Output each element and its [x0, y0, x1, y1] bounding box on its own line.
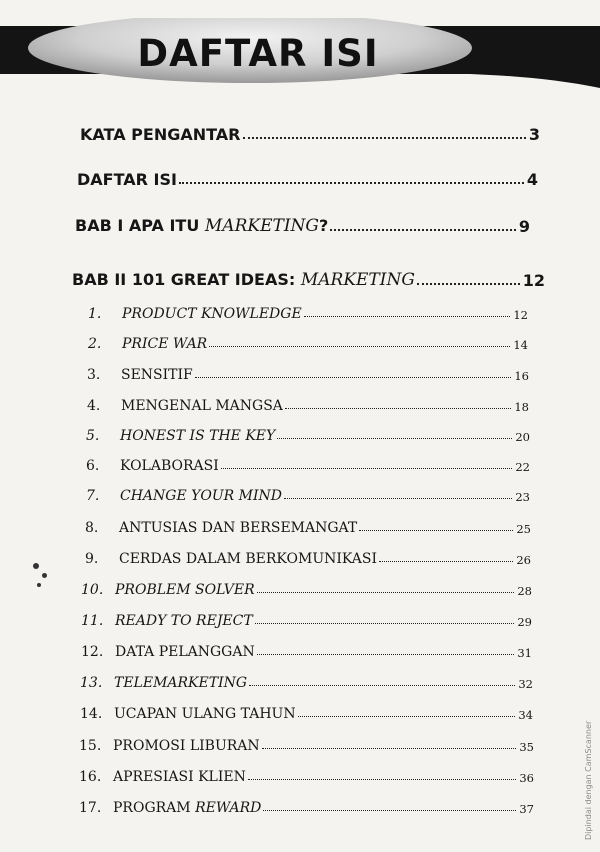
toc-sub-label: 2. PRICE WAR [88, 336, 208, 352]
toc-page-number: 14 [513, 338, 528, 352]
toc-sub-label: 15. PROMOSI LIBURAN [79, 738, 260, 754]
toc-main-entry [72, 266, 545, 290]
toc-page-number: 12 [522, 271, 545, 290]
toc-sub-label: 3. SENSITIF [87, 367, 193, 383]
toc-sub-entry [86, 480, 530, 504]
toc-sub-label: 1. PRODUCT KNOWLEDGE [88, 306, 302, 322]
toc-item-number: 4. [87, 398, 101, 414]
toc-sub-label: 13. TELEMARKETING [80, 675, 248, 691]
toc-item-number: 8. [85, 520, 99, 536]
dot-leader [248, 778, 517, 780]
scanner-watermark-text: Dipindai dengan CamScanner [584, 720, 593, 840]
toc-sub-label: 10. PROBLEM SOLVER [81, 582, 255, 598]
dot-leader [263, 809, 516, 811]
dot-leader [304, 315, 511, 317]
toc-sub-entry [79, 730, 534, 754]
toc-item-number: 6. [86, 458, 100, 474]
toc-sub-label: 5. HONEST IS THE KEY [86, 428, 276, 444]
toc-item-number: 12. [81, 644, 104, 660]
toc-item-number: 11. [81, 613, 104, 629]
toc-main-entry [80, 120, 540, 144]
toc-main-label: DAFTAR ISI [77, 170, 177, 189]
toc-item-number: 16. [79, 769, 102, 785]
toc-sub-entry [86, 420, 530, 444]
dot-leader [285, 407, 511, 409]
toc-sub-entry [79, 792, 534, 816]
toc-page-number: 29 [517, 615, 532, 629]
dot-leader [221, 467, 513, 469]
toc-item-number: 7. [86, 488, 100, 504]
dot-leader [417, 282, 520, 285]
toc-sub-label: 6. KOLABORASI [86, 458, 219, 474]
dot-leader [257, 653, 515, 655]
toc-item-number: 15. [79, 738, 102, 754]
toc-page-number: 9 [518, 217, 530, 236]
toc-main-entry [77, 165, 538, 189]
toc-sub-entry [86, 450, 530, 474]
toc-item-number: 14. [80, 706, 103, 722]
toc-page-number: 28 [517, 584, 532, 598]
toc-item-number: 2. [88, 336, 102, 352]
toc-item-number: 3. [87, 367, 101, 383]
dot-leader [330, 228, 516, 231]
toc-sub-entry [81, 636, 532, 660]
toc-main-label: KATA PENGANTAR [80, 125, 241, 144]
dot-leader [179, 181, 524, 184]
toc-sub-entry [88, 298, 528, 322]
toc-page-number: 25 [516, 522, 531, 536]
toc-sub-label: 8. ANTUSIAS DAN BERSEMANGAT [85, 520, 358, 536]
toc-sub-entry [81, 605, 532, 629]
toc-sub-label: 11. READY TO REJECT [81, 613, 253, 629]
toc-sub-entry [80, 667, 533, 691]
dot-leader [284, 497, 512, 499]
toc-page-number: 3 [528, 125, 540, 144]
toc-main-label: BAB II 101 GREAT IDEAS: MARKETING [72, 270, 415, 290]
toc-sub-label: 7. CHANGE YOUR MIND [86, 488, 282, 504]
scanner-watermark [562, 690, 596, 840]
dot-leader [257, 591, 515, 593]
toc-page-number: 35 [519, 740, 534, 754]
toc-page-number: 12 [513, 308, 528, 322]
toc-sub-label: 17. PROGRAM REWARD [79, 800, 262, 816]
toc-sub-entry [81, 574, 532, 598]
toc-sub-label: 16. APRESIASI KLIEN [79, 769, 246, 785]
toc-page-number: 36 [519, 771, 534, 785]
toc-sub-label: 4. MENGENAL MANGSA [87, 398, 283, 414]
toc-sub-entry [88, 328, 528, 352]
toc-item-number: 5. [86, 428, 100, 444]
toc-page-number: 31 [517, 646, 532, 660]
speck [37, 583, 41, 587]
dot-leader [249, 684, 515, 686]
speck [33, 563, 39, 569]
toc-item-number: 1. [88, 306, 102, 322]
toc-page-number: 23 [515, 490, 530, 504]
toc-page-number: 20 [515, 430, 530, 444]
dot-leader [255, 622, 515, 624]
dot-leader [298, 715, 516, 717]
dot-leader [379, 560, 513, 562]
toc-main-entry [75, 212, 530, 236]
dot-leader [262, 747, 517, 749]
toc-sub-entry [87, 390, 529, 414]
toc-sub-entry [85, 543, 531, 567]
toc-page-number: 22 [515, 460, 530, 474]
page-title: DAFTAR ISI [137, 32, 379, 75]
toc-item-number: 13. [80, 675, 103, 691]
toc-item-number: 17. [79, 800, 102, 816]
toc-page-number: 26 [516, 553, 531, 567]
toc-page-number: 32 [518, 677, 533, 691]
toc-page-number: 34 [518, 708, 533, 722]
toc-main-label: BAB I APA ITU MARKETING? [75, 216, 329, 236]
toc-sub-entry [87, 359, 529, 383]
toc-sub-entry [85, 512, 531, 536]
dot-leader [243, 136, 526, 139]
dot-leader [277, 437, 512, 439]
dot-leader [209, 345, 510, 347]
toc-sub-entry [79, 761, 534, 785]
toc-page-number: 16 [514, 369, 529, 383]
toc-item-number: 10. [81, 582, 104, 598]
speck [42, 573, 47, 578]
toc-item-number: 9. [85, 551, 99, 567]
toc-sub-entry [80, 698, 533, 722]
dot-leader [195, 376, 512, 378]
toc-sub-label: 14. UCAPAN ULANG TAHUN [80, 706, 296, 722]
toc-sub-label: 12. DATA PELANGGAN [81, 644, 255, 660]
toc-page-number: 4 [526, 170, 538, 189]
dot-leader [359, 529, 513, 531]
toc-sub-label: 9. CERDAS DALAM BERKOMUNIKASI [85, 551, 378, 567]
toc-page-number: 37 [519, 802, 534, 816]
toc-page-number: 18 [514, 400, 529, 414]
